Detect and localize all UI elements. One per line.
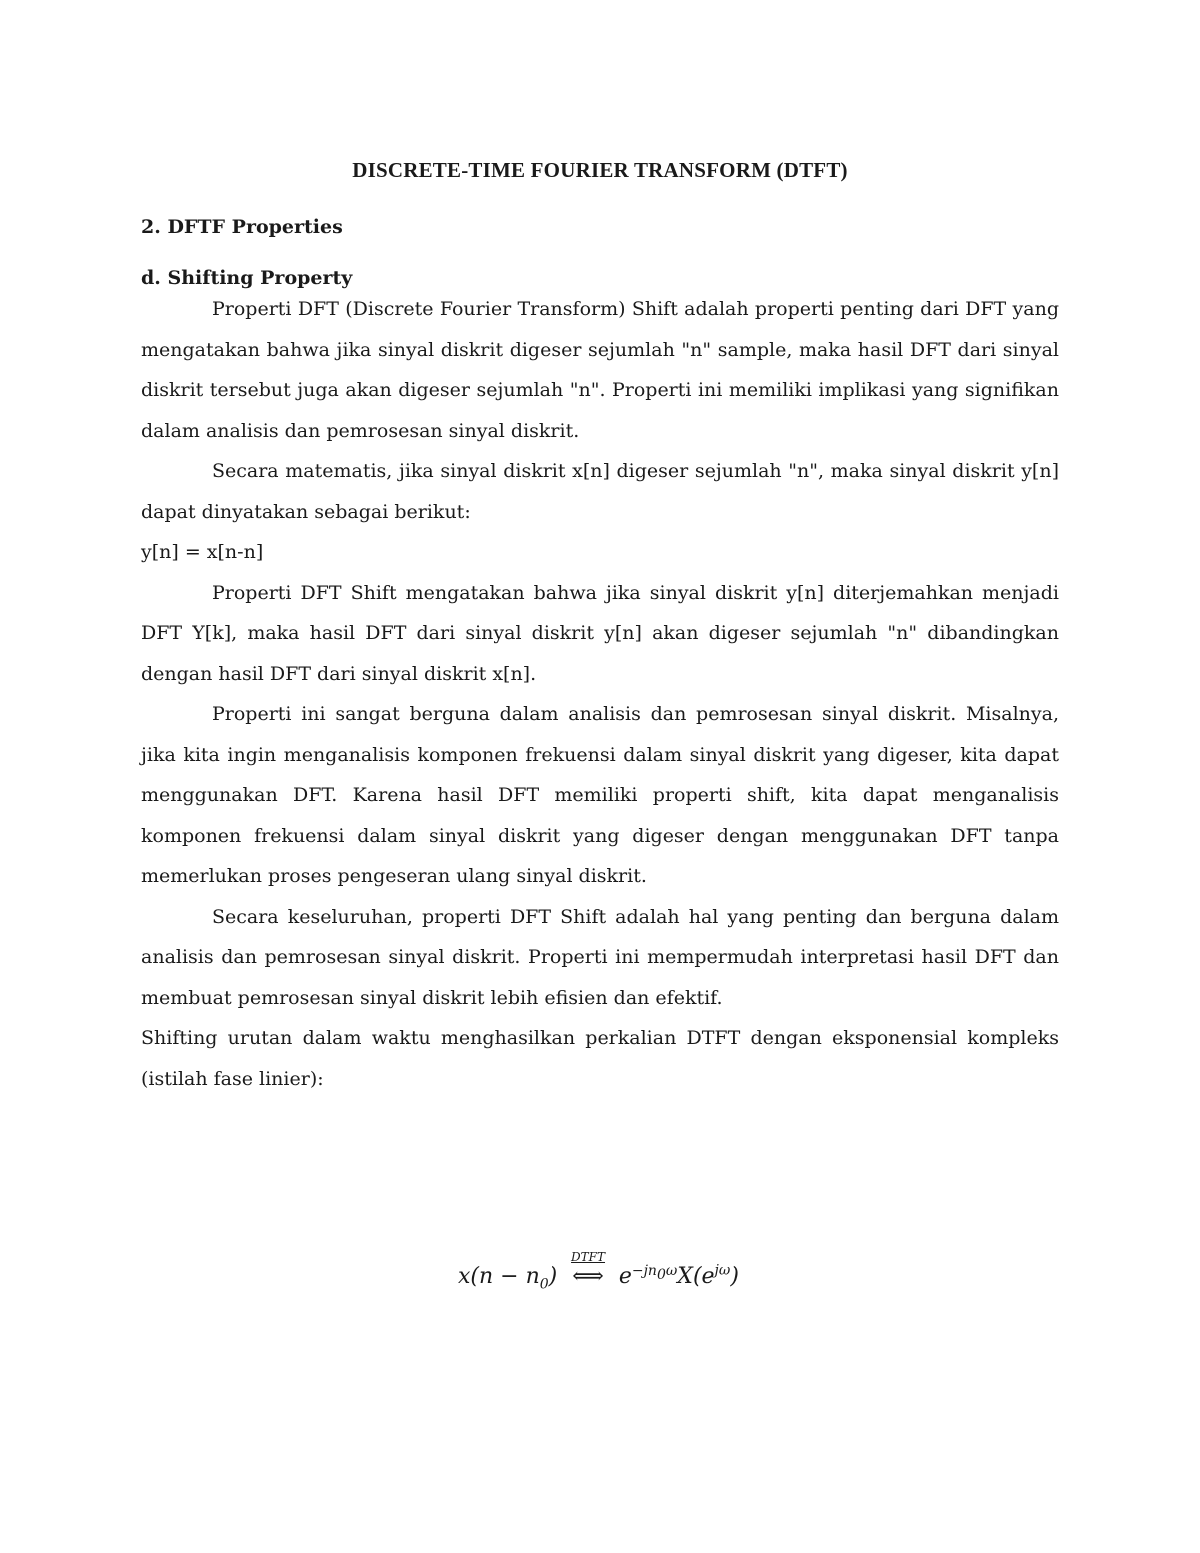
paragraph-time-shift: Shifting urutan dalam waktu menghasilkan perkalian DTFT dengan eksponensial kompleks (istilah fase linier): — [141, 1027, 1059, 1090]
dtft-arrow-label: DTFT — [571, 1250, 606, 1265]
document-page — [141, 150, 1059, 1099]
formula-lhs: $x(n - n_0)$ — [458, 1264, 558, 1293]
section-heading: 2. DFTF Properties — [141, 216, 343, 238]
equation-shift: y[n] = x[n-n] — [141, 541, 264, 563]
formula-rhs: $e^{-jn_0\omega}X(e^{j\omega})$ — [618, 1263, 739, 1290]
paragraph-summary: Secara keseluruhan, properti DFT Shift adalah hal yang penting dan berguna dalam analisis dan pemrosesan sinyal diskrit. Properti ini mempermudah interpretasi hasil DFT dan membuat pemrosesan sinyal diskrit lebih efisien dan efektif. — [141, 905, 1059, 1009]
dtft-shift-formula — [458, 1250, 739, 1293]
paragraph-math-intro: Secara matematis, jika sinyal diskrit x[n] digeser sejumlah "n", maka sinyal diskrit y[n] dapat dinyatakan sebagai berikut: — [141, 460, 1059, 523]
subsection-heading: d. Shifting Property — [141, 267, 353, 289]
dtft-arrow: DTFT ⟺ — [571, 1250, 606, 1290]
paragraph-shift-intro: Properti DFT (Discrete Fourier Transform) Shift adalah properti penting dari DFT yang mengatakan bahwa jika sinyal diskrit digeser sejumlah "n" sample, maka hasil DFT dari sinyal diskrit tersebut juga akan digeser sejumlah "n". Properti ini memiliki implikasi yang signifikan dalam analisis dan pemrosesan sinyal diskrit. — [141, 298, 1059, 442]
document-title: DISCRETE-TIME FOURIER TRANSFORM (DTFT) — [352, 158, 848, 182]
paragraph-dft-shift: Properti DFT Shift mengatakan bahwa jika sinyal diskrit y[n] diterjemahkan menjadi DFT Y[k], maka hasil DFT dari sinyal diskrit y[n] akan digeser sejumlah "n" dibandingkan dengan hasil DFT dari sinyal diskrit x[n]. — [141, 581, 1059, 685]
paragraph-usefulness: Properti ini sangat berguna dalam analisis dan pemrosesan sinyal diskrit. Misalnya, jika kita ingin menganalisis komponen frekuensi dalam sinyal diskrit yang digeser, kita dapat menggunakan DFT. Karena hasil DFT memiliki properti shift, kita dapat menganalisis komponen frekuensi dalam sinyal diskrit yang digeser dengan menggunakan DFT tanpa memerlukan proses pengeseran ulang sinyal diskrit. — [141, 703, 1059, 887]
